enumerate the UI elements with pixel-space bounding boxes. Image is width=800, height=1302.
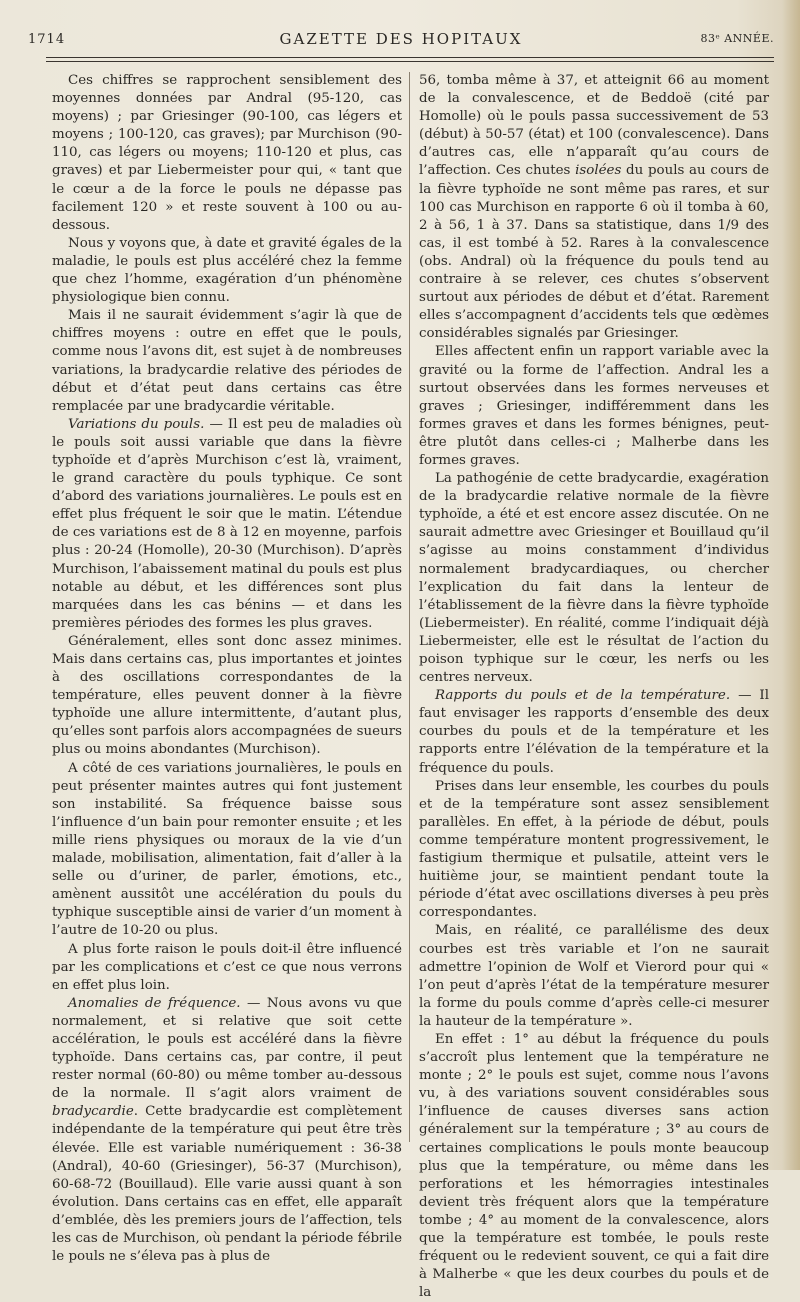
right-column	[419, 72, 769, 1302]
section-heading: Anomalies de fréquence.	[68, 995, 241, 1011]
section-heading: Variations du pouls.	[68, 416, 205, 432]
paragraph: Rapports du pouls et de la température. — Il faut envisager les rapports d’ensemble des deux courbes du pouls et de la température et les rapports entre l’élévation de la température et la fréquence du pouls.	[419, 688, 769, 776]
paragraph: A côté de ces variations journalières, le pouls en peut présenter maintes autres qui font justement son instabilité. Sa fréquence baisse sous l’influence d’un bain pour remonter ensuite ; et les mille riens physiques ou moraux de la vie d’un malade, mobilisation, alimentation, fait d’aller à la selle ou d’uriner, de parler, émotions, etc., amènent aussitôt une accélération du pouls du typhique susceptible ainsi de varier d’un moment à l’autre de 10-20 ou plus.	[52, 760, 402, 939]
journal-title: GAZETTE DES HOPITAUX	[279, 30, 523, 48]
paragraph: Nous y voyons que, à date et gravité égales de la maladie, le pouls est plus accéléré chez la femme que chez l’homme, exagération d’un phénomène physiologique bien connu.	[52, 235, 402, 306]
paragraph: Ces chiffres se rapprochent sensiblement des moyennes données par Andral (95-120, cas moyens) ; par Griesinger (90-100, cas légers et moyens ; 100-120, cas graves); par Murchison (90-110, cas légers ou moyens; 110-120 et plus, cas graves) et par Liebermeister pour qui, « tant que le cœur a de la force le pouls ne dépasse pas facilement 120 » et reste souvent à 100 ou au-dessous.	[52, 73, 402, 233]
paragraph: Elles affectent enfin un rapport variable avec la gravité ou la forme de l’affection. Andral les a surtout observées dans les formes nerveuses et graves ; Griesinger, indifféremment dans les formes graves et dans les formes bénignes, peut-être plutôt dans celles-ci ; Malherbe dans les formes graves.	[419, 344, 769, 468]
page-edge-shadow	[782, 0, 800, 1170]
paragraph: 56, tomba même à 37, et atteignit 66 au moment de la convalescence, et de Beddoë (cité par Homolle) où le pouls passa successivement de 53 (début) à 50-57 (état) et 100 (convalescence). Dans d’autres cas, elle n’apparaît qu’au cours de l’affection. Ces chutes isolées du pouls au cours de la fièvre typhoïde ne sont même pas rares, et sur 100 cas Murchison en rapporte 6 où il tomba à 60, 2 à 56, 1 à 37. Dans sa statistique, dans 1/9 des cas, il est tombé à 52. Rares à la convalescence (obs. Andral) où la fréquence du pouls tend au contraire à se relever, ces chutes s’observent surtout aux périodes de début et d’état. Rarement elles s’accompagnent d’accidents tels que œdèmes considérables signalés par Griesinger.	[419, 73, 769, 342]
column-divider	[409, 72, 410, 1142]
paragraph: Généralement, elles sont donc assez minimes. Mais dans certains cas, plus importantes et jointes à des oscillations correspondantes de la température, elles peuvent donner à la fièvre typhoïde une allure intermittente, d’autant plus, qu’elles sont parfois alors accompagnées de sueurs plus ou moins abondantes (Murchison).	[52, 633, 402, 758]
header-rule-thick	[46, 57, 774, 58]
paragraph: Mais il ne saurait évidemment s’agir là que de chiffres moyens : outre en effet que le pouls, comme nous l’avons dit, est sujet à de nombreuses variations, la bradycardie relative des périodes de début et d’état peut dans certains cas être remplacée par une bradycardie véritable.	[52, 308, 402, 414]
paragraph: Prises dans leur ensemble, les courbes du pouls et de la température sont assez sensiblement parallèles. En effet, à la période de début, pouls comme température montent progressivement, le fastigium thermique et pulsatile, atteint vers le huitième jour, se maintient pendant toute la période d’état avec oscillations diverses à peu près correspondantes.	[419, 778, 769, 921]
volume-year: 83ᵉ ANNÉE.	[700, 32, 774, 45]
page-number: 1714	[28, 32, 66, 47]
header-rule-thin	[46, 61, 774, 62]
paragraph: La pathogénie de cette bradycardie, exagération de la bradycardie relative normale de la fièvre typhoïde, a été et est encore assez discutée. On ne saurait admettre avec Griesinger et Bouillaud qu’il s’agisse au moins constamment d’individus normalement bradycardiaques, ou chercher l’explication du fait dans la lenteur de l’établissement de la fièvre dans la fièvre typhoïde (Liebermeister). En réalité, comme l’indiquait déjà Liebermeister, elle est le résultat de l’action du poison typhique sur le cœur, les nerfs ou les centres nerveux.	[419, 471, 769, 686]
paragraph: Variations du pouls. — Il est peu de maladies où le pouls soit aussi variable que dans la fièvre typhoïde et d’après Murchison c’est là, vraiment, le grand caractère du pouls typhique. Ce sont d’abord des variations journalières. Le pouls est en effet plus fréquent le soir que le matin. L’étendue de ces variations est de 8 à 12 en moyenne, parfois plus : 20-24 (Homolle), 20-30 (Murchison). D’après Murchison, l’abaissement matinal du pouls est plus notable au début, et les différences sont plus marquées dans les cas bénins — et dans les premières périodes des formes les plus graves.	[52, 416, 402, 631]
left-column	[52, 72, 402, 1266]
paragraph: En effet : 1° au début la fréquence du pouls s’accroît plus lentement que la température ne monte ; 2° le pouls est sujet, comme nous l’avons vu, à des variations souvent considérables sous l’influence de causes diverses sans action généralement sur la température ; 3° au cours de certaines complications le pouls monte beaucoup plus que la température, ou même dans les perforations et les hémorragies intestinales devient très fréquent alors que la température tombe ; 4° au moment de la convalescence, alors que la température est tombée, le pouls reste fréquent ou le redevient souvent, ce qui a fait dire à Malherbe « que les deux courbes du pouls et de la	[419, 1031, 769, 1301]
page-header	[28, 30, 774, 52]
paragraph: A plus forte raison le pouls doit-il être influencé par les complications et c’est ce que nous verrons en effet plus loin.	[52, 941, 402, 993]
paragraph: Anomalies de fréquence. — Nous avons vu que normalement, et si relative que soit cette accélération, le pouls est accéléré dans la fièvre typhoïde. Dans certains cas, par contre, il peut rester normal (60-80) ou même tomber au-dessous de la normale. Il s’agit alors vraiment de bradycardie. Cette bradycardie est complètement indépendante de la température qui peut être très élevée. Elle est variable numériquement : 36-38 (Andral), 40-60 (Griesinger), 56-37 (Murchison), 60-68-72 (Bouillaud). Elle varie aussi quant à son évolution. Dans certains cas en effet, elle apparaît d’emblée, dès les premiers jours de l’affection, tels les cas de Murchison, où pendant la période fébrile le pouls ne s’éleva pas à plus de	[52, 995, 402, 1265]
paragraph: Mais, en réalité, ce parallélisme des deux courbes est très variable et l’on ne saurait admettre l’opinion de Wolf et Vierord pour qui « l’on peut d’après l’état de la température mesurer la forme du pouls comme d’après celle-ci mesurer la hauteur de la température ».	[419, 923, 769, 1029]
section-heading: Rapports du pouls et de la température.	[435, 688, 731, 704]
